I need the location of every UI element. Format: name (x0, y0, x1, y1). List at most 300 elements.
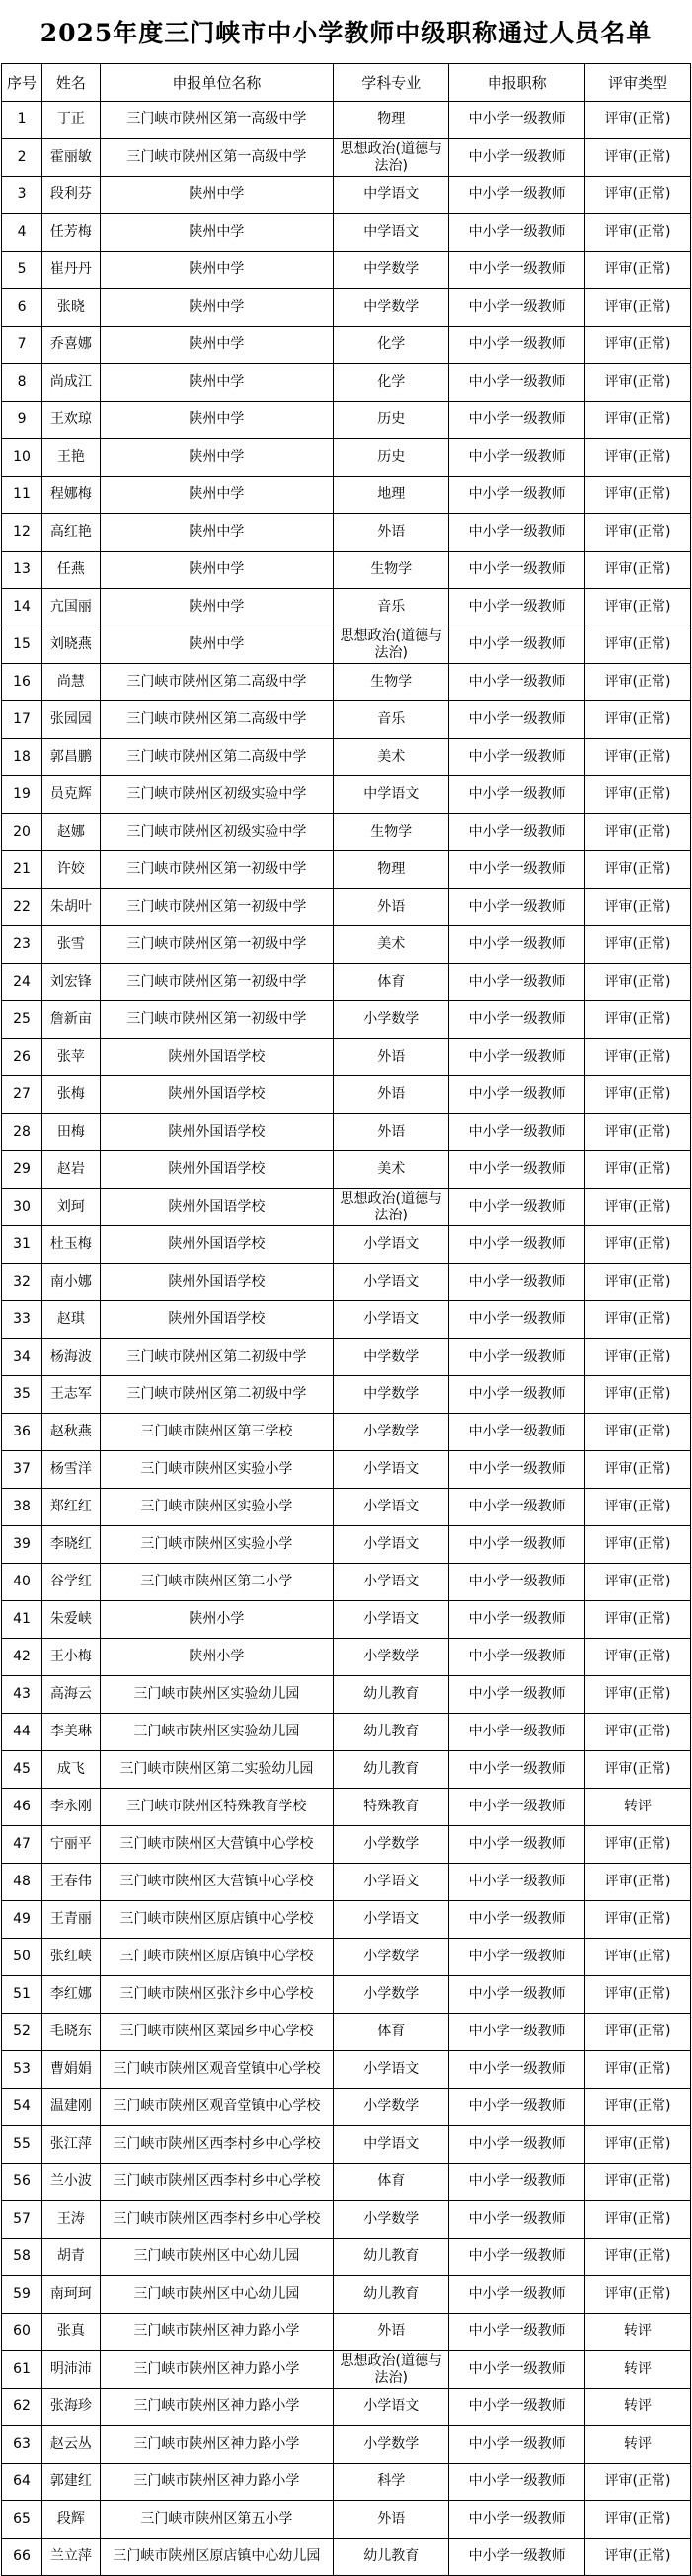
cell-index: 28 (2, 1114, 42, 1151)
cell-unit: 三门峡市陕州区大营镇中心学校 (100, 1826, 333, 1864)
table-row (2, 1114, 691, 1151)
cell-title: 中小学一级教师 (449, 2126, 585, 2164)
cell-review-type: 评审(正常) (585, 1676, 691, 1714)
cell-name: 刘珂 (42, 1189, 101, 1226)
cell-subject: 外语 (334, 514, 449, 552)
cell-unit: 三门峡市陕州区第二实验幼儿园 (100, 1751, 333, 1789)
cell-subject: 小学语文 (334, 1901, 449, 1939)
cell-name: 员克辉 (42, 776, 101, 814)
cell-index: 27 (2, 1076, 42, 1114)
cell-subject: 小学数学 (334, 2201, 449, 2239)
cell-title: 中小学一级教师 (449, 626, 585, 664)
cell-review-type: 评审(正常) (585, 2501, 691, 2539)
cell-subject: 小学语文 (334, 1601, 449, 1639)
cell-review-type: 评审(正常) (585, 327, 691, 364)
cell-review-type: 评审(正常) (585, 139, 691, 177)
cell-subject: 中学语文 (334, 776, 449, 814)
cell-index: 26 (2, 1039, 42, 1076)
cell-subject: 小学数学 (334, 1639, 449, 1676)
cell-title: 中小学一级教师 (449, 402, 585, 439)
cell-unit: 三门峡市陕州区初级实验中学 (100, 776, 333, 814)
personnel-table (1, 63, 691, 2576)
cell-title: 中小学一级教师 (449, 2164, 585, 2201)
cell-index: 43 (2, 1676, 42, 1714)
table-header-row (2, 64, 691, 102)
cell-review-type: 评审(正常) (585, 1001, 691, 1039)
table-row (2, 2426, 691, 2464)
cell-review-type: 评审(正常) (585, 1714, 691, 1751)
cell-title: 中小学一级教师 (449, 1751, 585, 1789)
table-row (2, 1639, 691, 1676)
cell-title: 中小学一级教师 (449, 1639, 585, 1676)
cell-title: 中小学一级教师 (449, 2239, 585, 2276)
cell-name: 王春伟 (42, 1864, 101, 1901)
table-row (2, 1226, 691, 1264)
table-row (2, 664, 691, 701)
cell-review-type: 评审(正常) (585, 289, 691, 327)
cell-review-type: 评审(正常) (585, 1301, 691, 1339)
table-row (2, 1264, 691, 1301)
cell-index: 48 (2, 1864, 42, 1901)
cell-unit: 陕州外国语学校 (100, 1264, 333, 1301)
cell-name: 李永刚 (42, 1789, 101, 1826)
cell-index: 1 (2, 102, 42, 139)
table-row (2, 552, 691, 589)
table-row (2, 926, 691, 964)
cell-name: 南小娜 (42, 1264, 101, 1301)
cell-index: 16 (2, 664, 42, 701)
header-unit: 申报单位名称 (100, 64, 333, 102)
cell-title: 中小学一级教师 (449, 2464, 585, 2501)
table-row (2, 2164, 691, 2201)
header-subject: 学科专业 (334, 64, 449, 102)
cell-unit: 陕州外国语学校 (100, 1226, 333, 1264)
cell-subject: 小学数学 (334, 1001, 449, 1039)
cell-unit: 三门峡市陕州区第一初级中学 (100, 964, 333, 1001)
table-row (2, 439, 691, 477)
cell-title: 中小学一级教师 (449, 2276, 585, 2314)
cell-name: 任芳梅 (42, 214, 101, 252)
cell-subject: 中学数学 (334, 289, 449, 327)
cell-unit: 三门峡市陕州区第一初级中学 (100, 1001, 333, 1039)
cell-review-type: 评审(正常) (585, 1601, 691, 1639)
cell-index: 46 (2, 1789, 42, 1826)
cell-name: 郭昌鹏 (42, 739, 101, 776)
table-row (2, 2501, 691, 2539)
table-row (2, 1901, 691, 1939)
cell-name: 许姣 (42, 851, 101, 889)
cell-unit: 陕州中学 (100, 289, 333, 327)
cell-subject: 地理 (334, 477, 449, 514)
cell-unit: 三门峡市陕州区西李村乡中心学校 (100, 2201, 333, 2239)
cell-review-type: 评审(正常) (585, 1376, 691, 1414)
cell-unit: 三门峡市陕州区观音堂镇中心学校 (100, 2089, 333, 2126)
cell-name: 胡青 (42, 2239, 101, 2276)
cell-review-type: 评审(正常) (585, 1339, 691, 1376)
cell-subject: 中学语文 (334, 2126, 449, 2164)
cell-name: 亢国丽 (42, 589, 101, 626)
cell-unit: 三门峡市陕州区第一初级中学 (100, 926, 333, 964)
cell-subject: 小学语文 (334, 1301, 449, 1339)
cell-unit: 陕州中学 (100, 252, 333, 289)
cell-index: 36 (2, 1414, 42, 1451)
cell-subject: 历史 (334, 402, 449, 439)
cell-title: 中小学一级教师 (449, 1676, 585, 1714)
cell-title: 中小学一级教师 (449, 1864, 585, 1901)
cell-title: 中小学一级教师 (449, 589, 585, 626)
cell-name: 霍丽敏 (42, 139, 101, 177)
header-name: 姓名 (42, 64, 101, 102)
cell-unit: 陕州中学 (100, 552, 333, 589)
cell-index: 37 (2, 1451, 42, 1489)
cell-index: 35 (2, 1376, 42, 1414)
cell-subject: 幼儿教育 (334, 2539, 449, 2576)
table-row (2, 289, 691, 327)
cell-subject: 中学数学 (334, 252, 449, 289)
cell-title: 中小学一级教师 (449, 1414, 585, 1451)
cell-review-type: 评审(正常) (585, 851, 691, 889)
cell-unit: 陕州中学 (100, 177, 333, 214)
cell-title: 中小学一级教师 (449, 2201, 585, 2239)
cell-subject: 小学语文 (334, 1489, 449, 1526)
cell-name: 高海云 (42, 1676, 101, 1714)
cell-unit: 三门峡市陕州区神力路小学 (100, 2389, 333, 2426)
cell-unit: 三门峡市陕州区实验幼儿园 (100, 1676, 333, 1714)
cell-title: 中小学一级教师 (449, 1489, 585, 1526)
cell-unit: 三门峡市陕州区神力路小学 (100, 2351, 333, 2389)
cell-review-type: 评审(正常) (585, 364, 691, 402)
cell-subject: 科学 (334, 2464, 449, 2501)
cell-index: 59 (2, 2276, 42, 2314)
cell-title: 中小学一级教师 (449, 1189, 585, 1226)
cell-subject: 幼儿教育 (334, 1751, 449, 1789)
cell-review-type: 评审(正常) (585, 1976, 691, 2014)
table-row (2, 889, 691, 926)
header-title: 申报职称 (449, 64, 585, 102)
table-row (2, 2239, 691, 2276)
cell-name: 明沛沛 (42, 2351, 101, 2389)
table-row (2, 1564, 691, 1601)
cell-unit: 三门峡市陕州区西李村乡中心学校 (100, 2164, 333, 2201)
cell-title: 中小学一级教师 (449, 739, 585, 776)
cell-index: 44 (2, 1714, 42, 1751)
cell-index: 7 (2, 327, 42, 364)
cell-unit: 陕州中学 (100, 626, 333, 664)
cell-unit: 三门峡市陕州区西李村乡中心学校 (100, 2126, 333, 2164)
cell-subject: 外语 (334, 1076, 449, 1114)
cell-index: 9 (2, 402, 42, 439)
table-row (2, 1451, 691, 1489)
cell-name: 赵秋燕 (42, 1414, 101, 1451)
table-row (2, 2389, 691, 2426)
cell-name: 刘晓燕 (42, 626, 101, 664)
cell-subject: 美术 (334, 739, 449, 776)
cell-title: 中小学一级教师 (449, 1714, 585, 1751)
cell-title: 中小学一级教师 (449, 889, 585, 926)
cell-name: 李晓红 (42, 1526, 101, 1564)
table-row (2, 2539, 691, 2576)
table-row (2, 701, 691, 739)
cell-review-type: 评审(正常) (585, 1526, 691, 1564)
cell-index: 3 (2, 177, 42, 214)
table-row (2, 1526, 691, 1564)
cell-title: 中小学一级教师 (449, 1376, 585, 1414)
cell-name: 赵琪 (42, 1301, 101, 1339)
cell-subject: 小学语文 (334, 1451, 449, 1489)
cell-name: 刘宏锋 (42, 964, 101, 1001)
cell-review-type: 评审(正常) (585, 2051, 691, 2089)
cell-subject: 幼儿教育 (334, 2239, 449, 2276)
cell-review-type: 评审(正常) (585, 214, 691, 252)
cell-unit: 三门峡市陕州区实验小学 (100, 1489, 333, 1526)
cell-index: 2 (2, 139, 42, 177)
cell-review-type: 评审(正常) (585, 1864, 691, 1901)
cell-subject: 小学数学 (334, 2426, 449, 2464)
cell-subject: 小学数学 (334, 2089, 449, 2126)
cell-review-type: 评审(正常) (585, 889, 691, 926)
table-row (2, 739, 691, 776)
cell-subject: 历史 (334, 439, 449, 477)
cell-name: 谷学红 (42, 1564, 101, 1601)
cell-unit: 陕州外国语学校 (100, 1076, 333, 1114)
cell-review-type: 转评 (585, 2351, 691, 2389)
table-row (2, 1189, 691, 1226)
cell-subject: 音乐 (334, 701, 449, 739)
cell-review-type: 评审(正常) (585, 2239, 691, 2276)
cell-subject: 外语 (334, 889, 449, 926)
cell-unit: 三门峡市陕州区神力路小学 (100, 2314, 333, 2351)
cell-subject: 幼儿教育 (334, 2276, 449, 2314)
cell-review-type: 评审(正常) (585, 1451, 691, 1489)
cell-unit: 三门峡市陕州区第三学校 (100, 1414, 333, 1451)
cell-title: 中小学一级教师 (449, 1151, 585, 1189)
cell-title: 中小学一级教师 (449, 1226, 585, 1264)
cell-index: 64 (2, 2464, 42, 2501)
cell-review-type: 评审(正常) (585, 439, 691, 477)
cell-unit: 三门峡市陕州区实验小学 (100, 1451, 333, 1489)
cell-index: 60 (2, 2314, 42, 2351)
table-row (2, 214, 691, 252)
cell-review-type: 评审(正常) (585, 177, 691, 214)
cell-title: 中小学一级教师 (449, 851, 585, 889)
cell-subject: 思想政治(道德与法治) (334, 2351, 449, 2389)
cell-subject: 中学数学 (334, 1376, 449, 1414)
cell-name: 张梅 (42, 1076, 101, 1114)
cell-subject: 小学语文 (334, 1264, 449, 1301)
table-row (2, 626, 691, 664)
cell-title: 中小学一级教师 (449, 2539, 585, 2576)
cell-name: 赵娜 (42, 814, 101, 851)
cell-unit: 三门峡市陕州区原店镇中心幼儿园 (100, 2539, 333, 2576)
cell-name: 王小梅 (42, 1639, 101, 1676)
cell-title: 中小学一级教师 (449, 177, 585, 214)
table-row (2, 1339, 691, 1376)
cell-title: 中小学一级教师 (449, 1451, 585, 1489)
cell-title: 中小学一级教师 (449, 1564, 585, 1601)
cell-index: 29 (2, 1151, 42, 1189)
cell-subject: 小学语文 (334, 1864, 449, 1901)
table-row (2, 1826, 691, 1864)
cell-title: 中小学一级教师 (449, 2051, 585, 2089)
cell-review-type: 评审(正常) (585, 2201, 691, 2239)
cell-index: 66 (2, 2539, 42, 2576)
cell-review-type: 评审(正常) (585, 2164, 691, 2201)
cell-index: 19 (2, 776, 42, 814)
cell-unit: 陕州中学 (100, 439, 333, 477)
cell-unit: 陕州小学 (100, 1601, 333, 1639)
cell-subject: 体育 (334, 2164, 449, 2201)
cell-subject: 特殊教育 (334, 1789, 449, 1826)
table-row (2, 327, 691, 364)
cell-unit: 陕州中学 (100, 214, 333, 252)
cell-index: 39 (2, 1526, 42, 1564)
cell-index: 10 (2, 439, 42, 477)
header-review-type: 评审类型 (585, 64, 691, 102)
cell-name: 李美琳 (42, 1714, 101, 1751)
cell-subject: 物理 (334, 102, 449, 139)
cell-name: 赵云丛 (42, 2426, 101, 2464)
cell-title: 中小学一级教师 (449, 1826, 585, 1864)
cell-unit: 三门峡市陕州区实验幼儿园 (100, 1714, 333, 1751)
cell-review-type: 评审(正常) (585, 1414, 691, 1451)
cell-name: 高红艳 (42, 514, 101, 552)
table-row (2, 1976, 691, 2014)
table-row (2, 2464, 691, 2501)
cell-index: 40 (2, 1564, 42, 1601)
cell-unit: 三门峡市陕州区第一高级中学 (100, 139, 333, 177)
cell-name: 王志军 (42, 1376, 101, 1414)
cell-unit: 陕州中学 (100, 364, 333, 402)
cell-review-type: 评审(正常) (585, 2089, 691, 2126)
table-row (2, 477, 691, 514)
table-row (2, 1414, 691, 1451)
cell-title: 中小学一级教师 (449, 814, 585, 851)
cell-review-type: 评审(正常) (585, 739, 691, 776)
table-row (2, 2126, 691, 2164)
cell-name: 杜玉梅 (42, 1226, 101, 1264)
cell-unit: 陕州外国语学校 (100, 1301, 333, 1339)
cell-name: 崔丹丹 (42, 252, 101, 289)
cell-name: 丁正 (42, 102, 101, 139)
cell-title: 中小学一级教师 (449, 1339, 585, 1376)
table-row (2, 139, 691, 177)
cell-name: 张晓 (42, 289, 101, 327)
cell-review-type: 转评 (585, 1789, 691, 1826)
cell-name: 王青丽 (42, 1901, 101, 1939)
cell-unit: 陕州中学 (100, 327, 333, 364)
cell-index: 58 (2, 2239, 42, 2276)
cell-review-type: 评审(正常) (585, 1564, 691, 1601)
table-row (2, 1001, 691, 1039)
cell-index: 57 (2, 2201, 42, 2239)
cell-index: 45 (2, 1751, 42, 1789)
cell-index: 34 (2, 1339, 42, 1376)
cell-subject: 思想政治(道德与法治) (334, 139, 449, 177)
cell-title: 中小学一级教师 (449, 1264, 585, 1301)
table-row (2, 1039, 691, 1076)
table-row (2, 2314, 691, 2351)
cell-index: 33 (2, 1301, 42, 1339)
cell-title: 中小学一级教师 (449, 364, 585, 402)
cell-title: 中小学一级教师 (449, 552, 585, 589)
cell-name: 乔喜娜 (42, 327, 101, 364)
cell-subject: 幼儿教育 (334, 1676, 449, 1714)
cell-subject: 思想政治(道德与法治) (334, 626, 449, 664)
cell-unit: 三门峡市陕州区第二高级中学 (100, 701, 333, 739)
cell-title: 中小学一级教师 (449, 2314, 585, 2351)
cell-index: 22 (2, 889, 42, 926)
cell-subject: 音乐 (334, 589, 449, 626)
cell-name: 张真 (42, 2314, 101, 2351)
cell-subject: 小学语文 (334, 1564, 449, 1601)
cell-title: 中小学一级教师 (449, 327, 585, 364)
cell-name: 兰小波 (42, 2164, 101, 2201)
table-row (2, 2051, 691, 2089)
cell-unit: 三门峡市陕州区第二初级中学 (100, 1376, 333, 1414)
cell-name: 张江萍 (42, 2126, 101, 2164)
cell-unit: 三门峡市陕州区第一高级中学 (100, 102, 333, 139)
cell-index: 42 (2, 1639, 42, 1676)
cell-index: 55 (2, 2126, 42, 2164)
cell-index: 50 (2, 1939, 42, 1976)
cell-title: 中小学一级教师 (449, 1076, 585, 1114)
cell-review-type: 转评 (585, 2389, 691, 2426)
cell-review-type: 评审(正常) (585, 477, 691, 514)
cell-review-type: 评审(正常) (585, 1489, 691, 1526)
cell-subject: 中学数学 (334, 1339, 449, 1376)
cell-index: 24 (2, 964, 42, 1001)
cell-unit: 三门峡市陕州区第二初级中学 (100, 1339, 333, 1376)
cell-unit: 三门峡市陕州区神力路小学 (100, 2464, 333, 2501)
cell-index: 47 (2, 1826, 42, 1864)
cell-title: 中小学一级教师 (449, 1001, 585, 1039)
cell-name: 郭建红 (42, 2464, 101, 2501)
cell-name: 张红峡 (42, 1939, 101, 1976)
table-row (2, 2089, 691, 2126)
cell-name: 南珂珂 (42, 2276, 101, 2314)
table-row (2, 1864, 691, 1901)
cell-unit: 陕州外国语学校 (100, 1189, 333, 1226)
cell-unit: 三门峡市陕州区特殊教育学校 (100, 1789, 333, 1826)
cell-unit: 陕州外国语学校 (100, 1151, 333, 1189)
cell-subject: 化学 (334, 327, 449, 364)
cell-review-type: 评审(正常) (585, 1076, 691, 1114)
cell-index: 8 (2, 364, 42, 402)
cell-subject: 小学语文 (334, 1226, 449, 1264)
cell-index: 38 (2, 1489, 42, 1526)
cell-unit: 三门峡市陕州区原店镇中心学校 (100, 1901, 333, 1939)
cell-index: 13 (2, 552, 42, 589)
cell-name: 王欢琼 (42, 402, 101, 439)
page-title: 2025年度三门峡市中小学教师中级职称通过人员名单 (39, 19, 653, 47)
table-row (2, 1714, 691, 1751)
cell-review-type: 评审(正常) (585, 2126, 691, 2164)
cell-name: 杨海波 (42, 1339, 101, 1376)
cell-unit: 三门峡市陕州区中心幼儿园 (100, 2239, 333, 2276)
cell-title: 中小学一级教师 (449, 701, 585, 739)
table-row (2, 1489, 691, 1526)
table-row (2, 814, 691, 851)
cell-index: 5 (2, 252, 42, 289)
cell-name: 张苹 (42, 1039, 101, 1076)
cell-review-type: 评审(正常) (585, 1901, 691, 1939)
cell-review-type: 评审(正常) (585, 701, 691, 739)
cell-title: 中小学一级教师 (449, 439, 585, 477)
cell-title: 中小学一级教师 (449, 102, 585, 139)
table-row (2, 364, 691, 402)
cell-title: 中小学一级教师 (449, 1114, 585, 1151)
cell-title: 中小学一级教师 (449, 1789, 585, 1826)
